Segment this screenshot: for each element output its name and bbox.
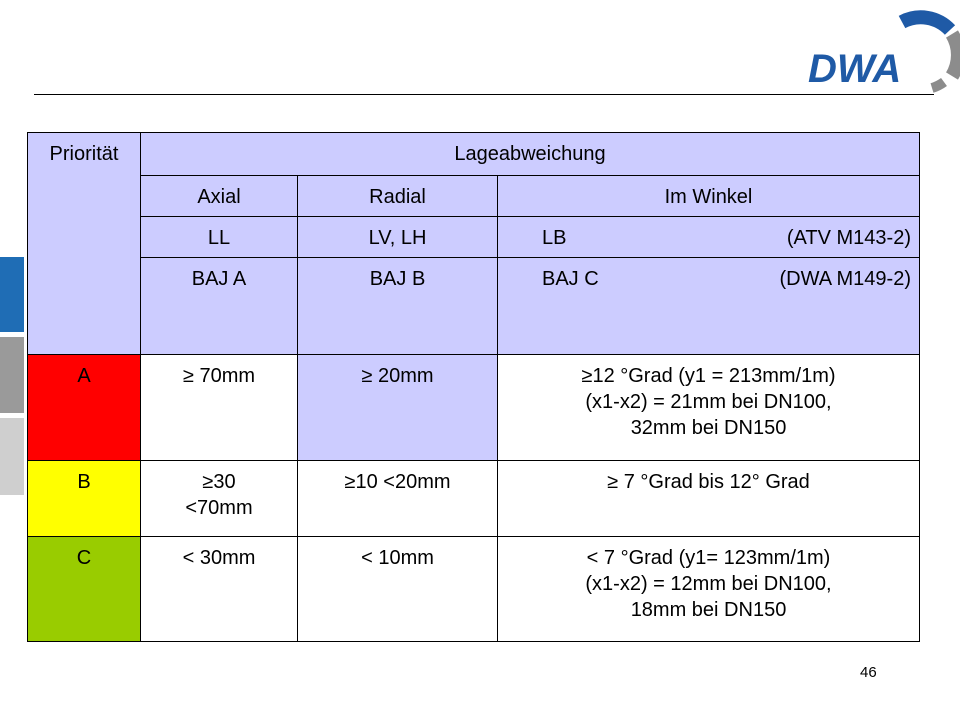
side-tab-blue [0, 257, 24, 332]
header-lageabweichung: Lageabweichung [141, 133, 920, 176]
priority-b: B [28, 461, 141, 537]
row-a-winkel-line: 32mm bei DN150 [630, 417, 787, 439]
priority-a: A [28, 355, 141, 461]
page-number: 46 [860, 664, 877, 681]
row-b-winkel [498, 461, 920, 537]
subheader-winkel: Im Winkel [498, 176, 920, 217]
row-b-radial: ≥10 <20mm [298, 461, 498, 537]
code-axial-atv: LL [141, 217, 298, 258]
row-a-winkel [498, 355, 920, 461]
table-row [28, 355, 920, 461]
code-winkel-dwa-label: BAJ C [542, 268, 599, 290]
code-axial-dwa: BAJ A [141, 258, 298, 355]
table-row [28, 461, 920, 537]
row-a-radial: ≥ 20mm [298, 355, 498, 461]
row-c-radial: < 10mm [298, 537, 498, 642]
side-tab-lightgray [0, 418, 24, 495]
logo-text: DWA [808, 47, 902, 91]
row-c-axial: < 30mm [141, 537, 298, 642]
row-b-winkel-line: ≥ 7 °Grad bis 12° Grad [607, 471, 810, 493]
row-b-axial-line: ≥30 [202, 471, 236, 493]
table-row [28, 537, 920, 642]
subheader-axial: Axial [141, 176, 298, 217]
dwa-logo [802, 0, 960, 95]
row-a-axial: ≥ 70mm [141, 355, 298, 461]
code-winkel-atv [498, 217, 920, 258]
code-winkel-dwa [498, 258, 920, 355]
row-a-winkel-line: (x1-x2) = 21mm bei DN100, [585, 391, 832, 413]
code-ref-dwa: (DWA M149-2) [779, 268, 911, 290]
code-radial-dwa: BAJ B [298, 258, 498, 355]
row-c-winkel-line: < 7 °Grad (y1= 123mm/1m) [586, 547, 831, 569]
row-b-axial-line: <70mm [185, 497, 253, 519]
row-c-winkel-line: (x1-x2) = 12mm bei DN100, [585, 573, 832, 595]
header-priority: Priorität [28, 133, 141, 355]
code-radial-atv: LV, LH [298, 217, 498, 258]
code-ref-atv: (ATV M143-2) [786, 227, 911, 249]
side-tab-gray [0, 337, 24, 413]
row-a-winkel-line: ≥12 °Grad (y1 = 213mm/1m) [581, 365, 836, 387]
subheader-radial: Radial [298, 176, 498, 217]
row-c-winkel [498, 537, 920, 642]
code-winkel-atv-label: LB [542, 227, 567, 249]
priority-table [27, 132, 920, 642]
row-b-axial [141, 461, 298, 537]
header-divider [34, 94, 934, 95]
row-c-winkel-line: 18mm bei DN150 [630, 599, 787, 621]
priority-c: C [28, 537, 141, 642]
